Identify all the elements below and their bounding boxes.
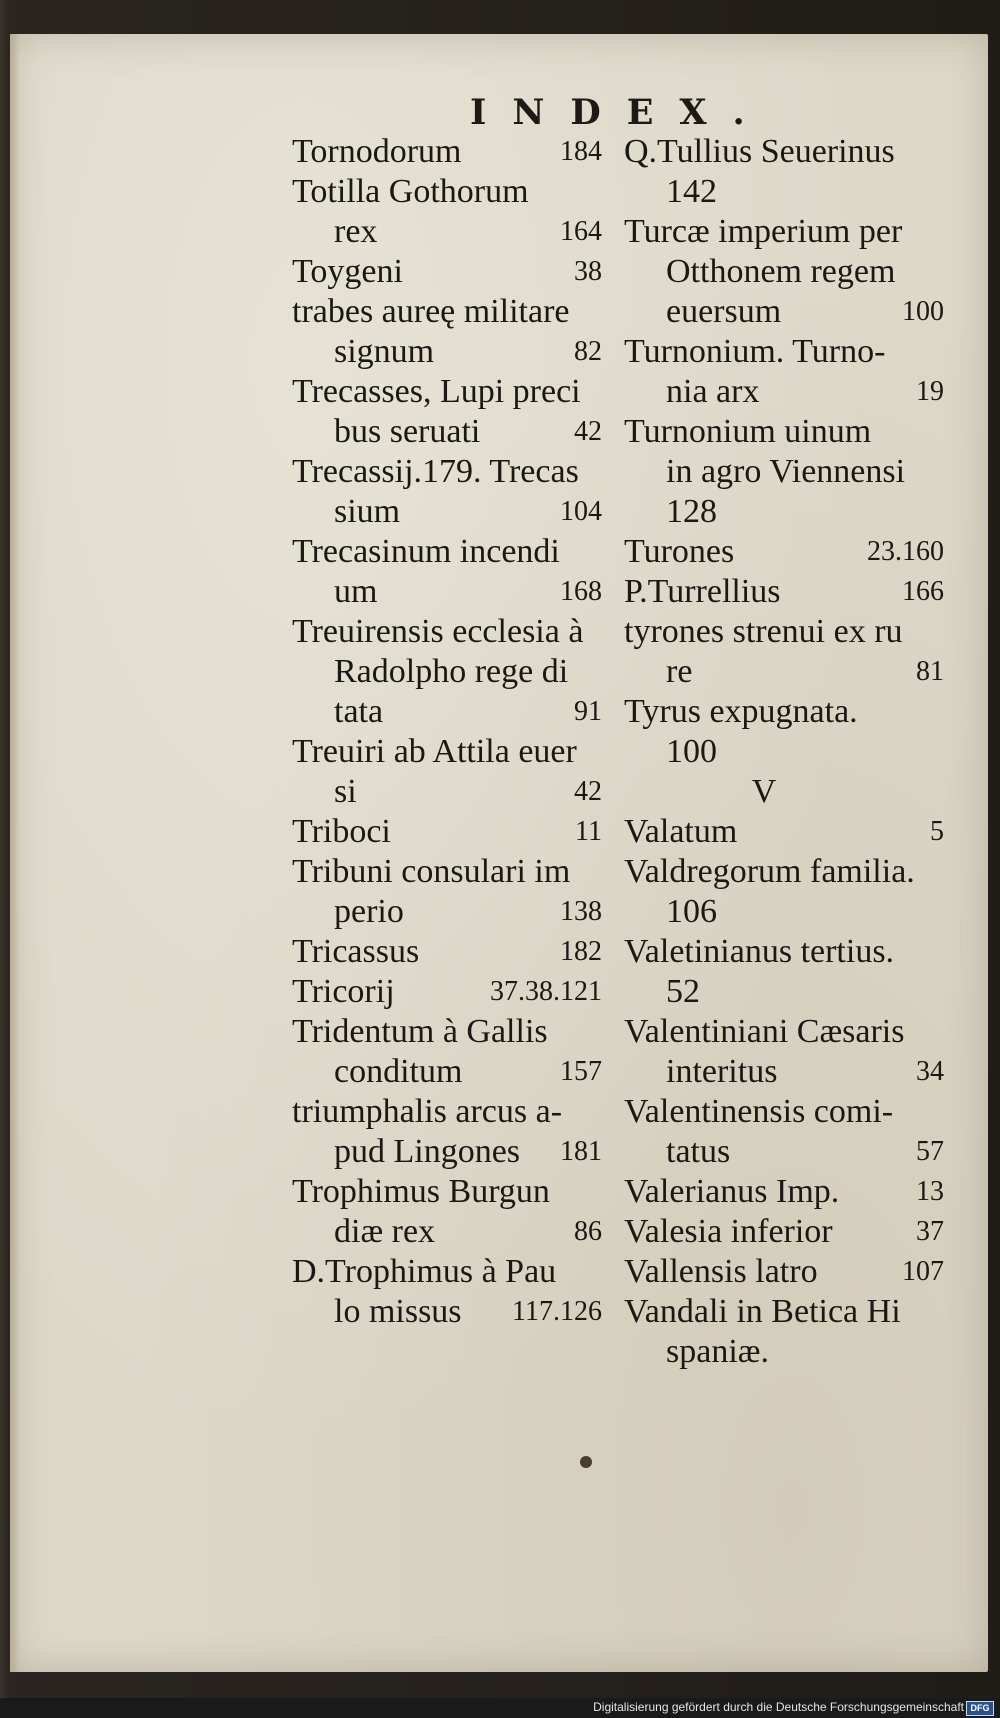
index-entry-text: Valdregorum familia. [624, 853, 915, 890]
index-entry-text: Vallensis latro [624, 1253, 818, 1290]
index-entry-line [624, 612, 944, 652]
index-entry-line [624, 692, 944, 732]
index-entry-line [292, 612, 602, 652]
page-reference: 164 [560, 216, 602, 247]
index-entry-line [292, 1092, 602, 1132]
page-reference: 104 [560, 496, 602, 527]
index-entry-line [292, 292, 602, 332]
index-entry-line [292, 812, 602, 852]
index-entry-line [292, 132, 602, 172]
page-reference: 23.160 [867, 536, 944, 567]
page-reference: 34 [916, 1056, 944, 1087]
index-entry-line [292, 372, 602, 412]
index-entry-line [292, 1212, 602, 1252]
index-entry-text: Q.Tullius Seuerinus [624, 133, 895, 170]
index-entry-line [292, 932, 602, 972]
index-entry-line [292, 172, 602, 212]
page-reference: 57 [916, 1136, 944, 1167]
index-entry-text: 106 [666, 893, 717, 930]
index-entry-text: Treuiri ab Attila euer [292, 733, 577, 770]
page-reference: 37.38.121 [490, 976, 602, 1007]
index-entry-text: sium [334, 493, 401, 530]
index-entry-line [624, 972, 944, 1012]
index-entry-line [624, 1132, 944, 1172]
index-entry-line [292, 492, 602, 532]
index-entry-line [624, 1332, 944, 1372]
printer-ornament-dot [580, 1456, 592, 1468]
index-entry-text: Radolpho rege di [334, 653, 569, 690]
page-reference: 107 [902, 1256, 944, 1287]
index-entry-text: Toygeni [292, 253, 403, 290]
index-entry-text: interitus [666, 1053, 778, 1090]
page-reference: 100 [902, 296, 944, 327]
index-entry-text: nia arx [666, 373, 760, 410]
index-entry-line [624, 1092, 944, 1132]
index-entry-line [292, 412, 602, 452]
index-entry-line [624, 492, 944, 532]
index-entry-line [292, 1252, 602, 1292]
index-entry-line [624, 212, 944, 252]
index-entry-text: Vandali in Betica Hi [624, 1293, 901, 1330]
index-entry-text: 142 [666, 173, 717, 210]
index-entry-text: Triboci [292, 813, 391, 850]
page-reference: 168 [560, 576, 602, 607]
index-entry-text: pud Lingones [334, 1133, 521, 1170]
index-entry-text: Valesia inferior [624, 1213, 833, 1250]
index-entry-line [292, 1292, 602, 1332]
index-entry-text: Valentinensis comi- [624, 1093, 894, 1130]
page-reference: 37 [916, 1216, 944, 1247]
page-reference: 86 [574, 1216, 602, 1247]
index-entry-line [292, 652, 602, 692]
index-column-right [624, 132, 944, 1372]
index-entry-text: Valetinianus tertius. [624, 933, 895, 970]
section-letter-heading: V [751, 773, 777, 810]
index-entry-text: tata [334, 693, 384, 730]
index-entry-text: signum [334, 333, 435, 370]
index-entry-line [292, 892, 602, 932]
index-entry-line [624, 572, 944, 612]
index-entry-line [624, 652, 944, 692]
index-entry-text: Turnonium. Turno- [624, 333, 886, 370]
page-reference: 19 [916, 376, 944, 407]
index-entry-line [624, 1172, 944, 1212]
index-entry-text: trabes aureę militare [292, 293, 570, 330]
page-reference: 82 [574, 336, 602, 367]
index-entry-line [624, 732, 944, 772]
index-entry-text: tatus [666, 1133, 731, 1170]
index-entry-text: tyrones strenui ex ru [624, 613, 903, 650]
index-entry-line [624, 1292, 944, 1332]
index-entry-line [292, 332, 602, 372]
index-entry-text: 128 [666, 493, 717, 530]
index-entry-line [624, 532, 944, 572]
index-entry-line [624, 172, 944, 212]
index-entry-line [624, 412, 944, 452]
index-entry-line [624, 372, 944, 412]
index-column-left [292, 132, 602, 1332]
index-entry-line [292, 1132, 602, 1172]
dfg-logo: DFG [966, 1701, 994, 1716]
index-entry-line [292, 692, 602, 732]
index-entry-text: diæ rex [334, 1213, 436, 1250]
page-reference: 91 [574, 696, 602, 727]
index-entry-line [292, 532, 602, 572]
index-entry-text: P.Turrellius [624, 573, 781, 610]
index-entry-text: Trecassij.179. Trecas [292, 453, 579, 490]
page-reference: 38 [574, 256, 602, 287]
page-reference: 81 [916, 656, 944, 687]
index-entry-text: euersum [666, 293, 782, 330]
index-entry-line [624, 1212, 944, 1252]
index-entry-text: spaniæ. [666, 1333, 769, 1370]
index-entry-line [292, 1012, 602, 1052]
page-reference: 166 [902, 576, 944, 607]
index-entry-line [292, 732, 602, 772]
index-entry-text: Otthonem regem [666, 253, 896, 290]
page-edge [10, 34, 20, 1672]
index-entry-text: Tribuni consulari im [292, 853, 571, 890]
index-entry-text: Tyrus expugnata. [624, 693, 858, 730]
index-entry-text: lo missus [334, 1293, 462, 1330]
index-entry-text: Turcæ imperium per [624, 213, 903, 250]
index-entry-text: perio [334, 893, 404, 930]
page-reference: 42 [574, 416, 602, 447]
page-reference: 11 [575, 816, 602, 847]
page-reference: 157 [560, 1056, 602, 1087]
index-entry-text: um [334, 573, 378, 610]
index-entry-text: conditum [334, 1053, 463, 1090]
index-entry-line [624, 252, 944, 292]
index-entry-line [624, 332, 944, 372]
index-entry-text: rex [334, 213, 378, 250]
index-entry-line [624, 892, 944, 932]
index-entry-text: Tricassus [292, 933, 420, 970]
digitization-credit: Digitalisierung gefördert durch die Deutsche Forschungsgemeinschaft [593, 1700, 964, 1714]
index-entry-line [292, 452, 602, 492]
index-entry-line [624, 932, 944, 972]
index-entry-text: Tornodorum [292, 133, 462, 170]
index-entry-text: 52 [666, 973, 700, 1010]
index-entry-text: bus seruati [334, 413, 481, 450]
page-reference: 138 [560, 896, 602, 927]
index-entry-text: Tridentum à Gallis [292, 1013, 548, 1050]
page-reference: 42 [574, 776, 602, 807]
index-entry-text: Turones [624, 533, 735, 570]
index-entry-line [624, 1012, 944, 1052]
index-entry-line [624, 292, 944, 332]
index-entry-text: in agro Viennensi [666, 453, 906, 490]
index-entry-line [292, 212, 602, 252]
index-entry-text: Tricorij [292, 973, 395, 1010]
index-entry-line [292, 772, 602, 812]
index-entry-text: D.Trophimus à Pau [292, 1253, 557, 1290]
index-entry-line [624, 1052, 944, 1092]
index-entry-line [624, 852, 944, 892]
index-entry-line [624, 452, 944, 492]
index-entry-line [292, 1052, 602, 1092]
index-entry-line [624, 132, 944, 172]
index-entry-text: Turnonium uinum [624, 413, 872, 450]
index-entry-line [292, 852, 602, 892]
page-reference: 117.126 [512, 1296, 602, 1327]
index-entry-text: Valentiniani Cæsaris [624, 1013, 905, 1050]
index-entry-line [292, 1172, 602, 1212]
index-entry-text: Trecasinum incendi [292, 533, 560, 570]
index-entry-text: si [334, 773, 357, 810]
page-reference: 13 [916, 1176, 944, 1207]
index-entry-text: Valerianus Imp. [624, 1173, 840, 1210]
page-reference: 181 [560, 1136, 602, 1167]
index-entry-text: 100 [666, 733, 717, 770]
page-reference: 184 [560, 136, 602, 167]
index-entry-line [292, 252, 602, 292]
page-reference: 182 [560, 936, 602, 967]
index-entry-line [624, 1252, 944, 1292]
index-entry-text: Totilla Gothorum [292, 173, 529, 210]
index-entry-line [292, 972, 602, 1012]
index-entry-line [292, 572, 602, 612]
index-entry-line [624, 812, 944, 852]
index-entry-text: Trophimus Burgun [292, 1173, 550, 1210]
page-reference: 5 [930, 816, 944, 847]
index-entry-text: re [666, 653, 693, 690]
index-entry-text: Valatum [624, 813, 738, 850]
index-entry-text: Treuirensis ecclesia à [292, 613, 584, 650]
running-head: INDEX. [470, 92, 771, 133]
index-entry-text: Trecasses, Lupi preci [292, 373, 581, 410]
index-entry-text: triumphalis arcus a- [292, 1093, 563, 1130]
